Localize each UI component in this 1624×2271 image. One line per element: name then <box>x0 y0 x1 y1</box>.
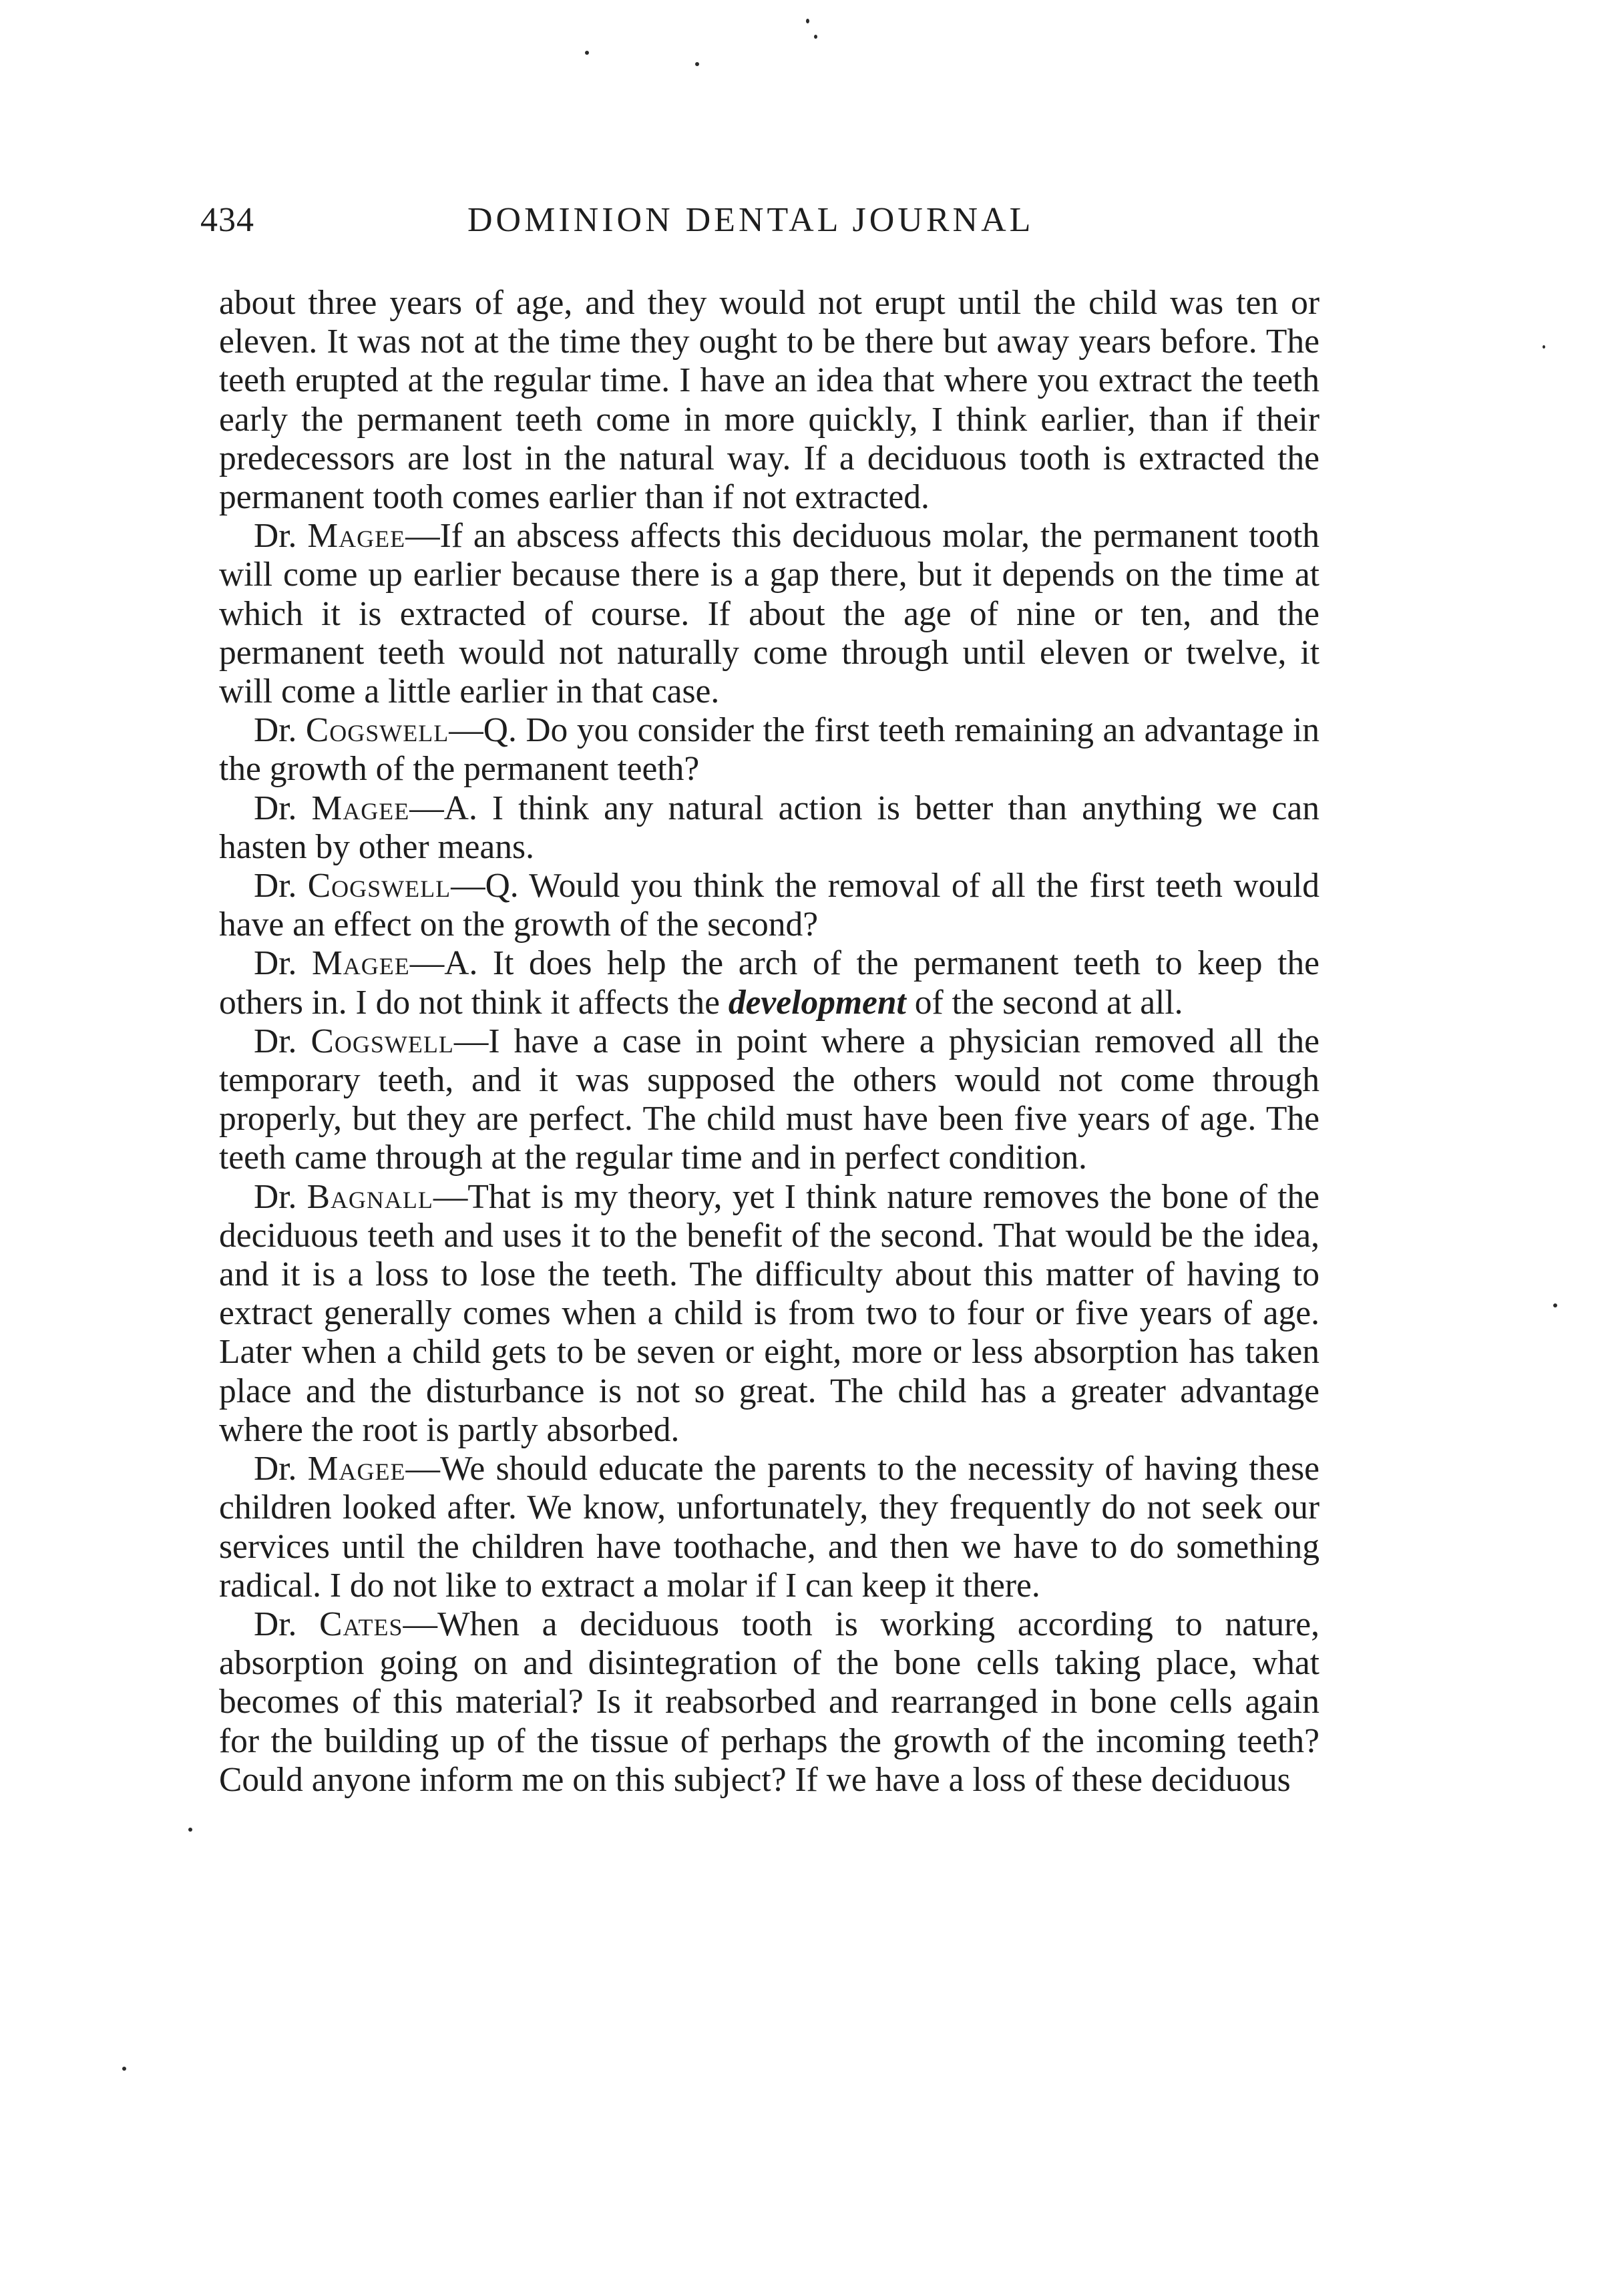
emphasized-word: development <box>728 983 906 1022</box>
speaker-title: Dr. <box>254 867 308 905</box>
speaker-title: Dr. <box>254 711 306 750</box>
speaker-title: Dr. <box>254 1450 308 1488</box>
speaker-title: Dr. <box>254 944 312 983</box>
scan-speck <box>806 19 809 23</box>
paragraph <box>219 517 1320 711</box>
scan-speck <box>1553 1303 1557 1307</box>
speaker-title: Dr. <box>254 517 308 556</box>
speaker-title: Dr. <box>254 1177 307 1216</box>
paragraph-text: of the second at all. <box>905 983 1183 1022</box>
paragraph-text: —We should educate the parents to the necessity of having these children looked after. We know, unfortunately, they frequently do not seek our services until the children have toothache, and then we have to do something radical. I do not like to extract a molar if I can keep it there. <box>219 1450 1320 1605</box>
paragraph <box>219 284 1320 517</box>
paragraph <box>219 1605 1320 1800</box>
speaker-name: Cates <box>319 1605 403 1643</box>
speaker-title: Dr. <box>254 1022 311 1060</box>
paragraph-text: about three years of age, and they would not erupt until the child was ten or eleven. It was not at the time they ought to be there but away years before. The teeth erupted at the regular time. I have an idea that where you extract the teeth early the permanent teeth come in more quickly, I think earlier, than if their predecessors are lost in the natural way. If a deciduous tooth is extracted the permanent tooth comes earlier than if not extracted. <box>219 284 1320 517</box>
scan-speck <box>122 2067 126 2071</box>
article-body <box>219 284 1320 1800</box>
speaker-name: Cogswell <box>311 1022 454 1060</box>
speaker-name: Bagnall <box>307 1177 433 1216</box>
paragraph <box>219 711 1320 789</box>
page-number: 434 <box>200 201 254 239</box>
paragraph-text: —A. I think any natural action is better than anything we can hasten by other means. <box>219 789 1320 866</box>
paragraph <box>219 944 1320 1022</box>
speaker-title: Dr. <box>254 789 312 827</box>
speaker-title: Dr. <box>254 1605 320 1643</box>
scan-speck <box>814 35 817 39</box>
running-header <box>200 200 1322 254</box>
speaker-name: Cogswell <box>307 867 451 905</box>
speaker-name: Magee <box>311 789 410 827</box>
speaker-name: Magee <box>311 944 410 983</box>
paragraph-text: —I have a case in point where a physician removed all the temporary teeth, and it was supposed the others would not come through properly, but they are perfect. The child must have been five years of age. The teeth came through at the regular time and in perfect condition. <box>219 1022 1320 1177</box>
speaker-name: Magee <box>307 1450 406 1488</box>
paragraph-text: —When a deciduous tooth is working according to nature, absorption going on and disintegration of the bone cells taking place, what becomes of this material? Is it reabsorbed and rearranged in bone cells again for the building up of the tissue of perhaps the growth of the incoming teeth? Could anyone inform me on this subject? If we have a loss of these deciduous <box>219 1605 1320 1799</box>
paragraph-text: —Q. Would you think the removal of all the first teeth would have an effect on the growth of the second? <box>219 867 1320 944</box>
speaker-name: Cogswell <box>305 711 449 750</box>
paragraph <box>219 1450 1320 1605</box>
paragraph-text: —A. It does help the arch of the permanent teeth to keep the others in. I do not think it affects the <box>219 944 1320 1022</box>
scan-speck <box>585 51 589 55</box>
paragraph <box>219 789 1320 867</box>
scan-speck <box>1543 345 1545 349</box>
paragraph <box>219 1022 1320 1178</box>
paragraph-text: —That is my theory, yet I think nature removes the bone of the deciduous teeth and uses it to the benefit of the second. That would be the idea, and it is a loss to lose the teeth. The difficulty about this matter of having to extract generally comes when a child is from two to four or five years of age. Later when a child gets to be seven or eight, more or less absorption has taken place and the disturbance is not so great. The child has a greater advantage where the root is partly absorbed. <box>219 1177 1320 1449</box>
scan-speck <box>188 1828 192 1832</box>
paragraph-text: —If an abscess affects this deciduous molar, the permanent tooth will come up earlier because there is a gap there, but it depends on the time at which it is extracted of course. If about the age of nine or ten, and the permanent teeth would not naturally come through until eleven or twelve, it will come a little earlier in that case. <box>219 517 1320 711</box>
paragraph-text: —Q. Do you consider the first teeth remaining an advantage in the growth of the permanent teeth? <box>219 711 1320 789</box>
paragraph <box>219 1178 1320 1450</box>
journal-title: DOMINION DENTAL JOURNAL <box>467 201 1034 239</box>
speaker-name: Magee <box>307 517 406 556</box>
scan-speck <box>695 62 699 66</box>
paragraph <box>219 867 1320 944</box>
